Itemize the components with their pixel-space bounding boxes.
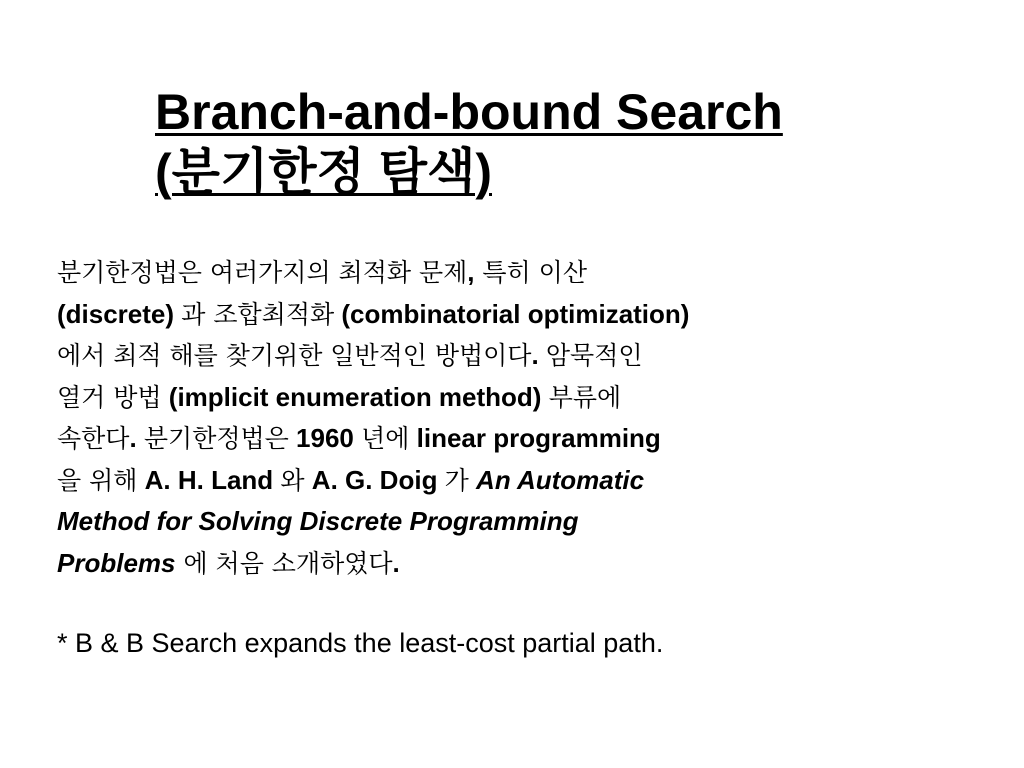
text: 년에 [361,424,410,453]
body-line-7 [57,506,579,536]
body-line-8 [57,548,400,578]
text: 분기한정법은 [143,424,289,453]
text: 특히 이산 [474,258,587,287]
text: 분기한정법은 여러가지의 최적화 문제 [57,258,468,287]
text: Problems [57,547,176,578]
body-line-1 [57,257,587,287]
text: 1960 [288,423,362,453]
text: 와 [280,465,305,495]
body-paragraph [57,252,957,584]
text: . [531,340,546,370]
slide-title [155,82,783,202]
text: 속한다 [57,424,130,453]
text: 을 위해 [57,465,138,495]
body-line-4 [57,382,621,412]
body-line-5 [57,423,661,453]
text: 암묵적인 [545,341,643,370]
footnote: * B & B Search expands the least-cost partial path. [57,628,664,658]
text: (discrete) [57,298,182,329]
text: 부류에 [548,382,622,412]
text: , [467,257,475,287]
text: linear programming [409,423,661,453]
text: . [392,547,400,578]
text: 에서 최적 해를 찾기위한 일반적인 방법이다 [57,341,532,370]
text: (implicit enumeration method) [161,381,549,412]
text: . [129,423,144,453]
body-line-6 [57,465,644,495]
text: 가 [444,465,469,495]
text: (combinatorial optimization) [334,298,690,329]
text: 에 처음 소개하였다 [175,548,393,578]
text: 과 조합최적화 [181,299,335,329]
text: 열거 방법 [57,382,162,412]
text: A. H. Land [137,464,281,495]
text: A. G. Doig [304,464,445,495]
title-line-1: Branch-and-bound Search [155,84,783,140]
body-line-3 [57,340,643,370]
title-line-2: (분기한정 탐색) [155,144,492,200]
text: Method for Solving Discrete Programming [57,506,579,536]
text: An Automatic [468,464,645,495]
body-line-2 [57,299,689,329]
